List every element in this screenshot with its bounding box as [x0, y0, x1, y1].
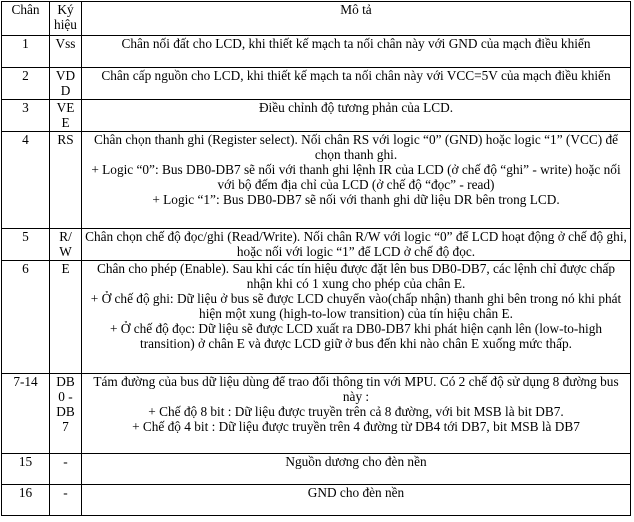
pin-symbol: VDD [50, 68, 82, 100]
description-line: + Ở chế độ đọc: Dữ liệu sẽ được LCD xuất ra DB0-DB7 khi phát hiện cạnh lên (low-to-high transition) ở chân E và được LCD giữ ở bus đến khi nào chân E xuống mức thấp. [109, 321, 602, 351]
table-row [2, 485, 631, 516]
table-row [2, 36, 631, 68]
header-row [2, 2, 631, 36]
description-line: Chân chọn thanh ghi (Register select). Nối chân RS với logic “0” (GND) hoặc logic “1” (VCC) để chọn thanh ghi. [94, 132, 618, 162]
pin-symbol: DB0 - DB7 [50, 374, 82, 454]
description-line: + Chế độ 8 bit : Dữ liệu được truyền trên cả 8 đường, với bit MSB là bit DB7. [148, 404, 564, 419]
pin-number: 5 [2, 229, 50, 261]
description-line: Tám đường của bus dữ liệu dùng để trao đổi thông tin với MPU. Có 2 chế độ sử dụng 8 đường bus này : [93, 374, 619, 404]
lcd-pin-table [1, 1, 631, 516]
description-line: Chân chọn chế độ đọc/ghi (Read/Write). Nối chân R/W với logic “0” để LCD hoạt động ở chế độ ghi, hoặc nối với logic “1” để LCD ở chế độ đọc. [85, 229, 627, 259]
table-row [2, 68, 631, 100]
pin-number: 6 [2, 261, 50, 374]
pin-number: 4 [2, 132, 50, 229]
pin-symbol: Vss [50, 36, 82, 68]
pin-number: 15 [2, 454, 50, 485]
pin-number: 16 [2, 485, 50, 516]
header-pin: Chân [2, 2, 50, 36]
description-line: + Logic “0”: Bus DB0-DB7 sẽ nối với thanh ghi lệnh IR của LCD (ở chế độ “ghi” - write) hoặc nối với bộ đếm địa chỉ của LCD (ở chế độ “đọc” - read) [91, 162, 621, 192]
table-row [2, 132, 631, 229]
header-description: Mô tả [82, 2, 631, 36]
description-line: + Chế độ 4 bit : Dữ liệu được truyền trên 4 đường từ DB4 tới DB7, bit MSB là DB7 [132, 419, 580, 434]
pin-symbol: E [50, 261, 82, 374]
description-line: Điều chỉnh độ tương phản của LCD. [258, 100, 454, 115]
description-line: Chân nối đất cho LCD, khi thiết kế mạch ta nối chân này với GND của mạch điều khiển [121, 36, 591, 51]
pin-description [82, 229, 631, 261]
pin-number: 3 [2, 100, 50, 132]
table-row [2, 374, 631, 454]
pin-number: 1 [2, 36, 50, 68]
pin-description [82, 68, 631, 100]
description-line: Nguồn dương cho đèn nền [285, 454, 427, 469]
pin-symbol: RS [50, 132, 82, 229]
description-line: + Logic “1”: Bus DB0-DB7 sẽ nối với thanh ghi dữ liệu DR bên trong LCD. [152, 192, 560, 207]
pin-symbol: VEE [50, 100, 82, 132]
pin-number: 7-14 [2, 374, 50, 454]
description-line: Chân cho phép (Enable). Sau khi các tín hiệu được đặt lên bus DB0-DB7, các lệnh chỉ được chấp nhận khi có 1 xung cho phép của chân E. [96, 261, 616, 291]
table-row [2, 454, 631, 485]
table-row [2, 100, 631, 132]
pin-description [82, 454, 631, 485]
description-line: + Ở chế độ ghi: Dữ liệu ở bus sẽ được LCD chuyển vào(chấp nhận) thanh ghi bên trong nó khi phát hiện một xung (high-to-low transition) của tín hiệu chân E. [90, 291, 622, 321]
description-line: GND cho đèn nền [307, 485, 405, 500]
table-row [2, 261, 631, 374]
header-symbol: Ký hiệu [50, 2, 82, 36]
table-row [2, 229, 631, 261]
pin-description [82, 100, 631, 132]
pin-symbol: R/W [50, 229, 82, 261]
pin-description [82, 374, 631, 454]
pin-description [82, 36, 631, 68]
pin-description [82, 132, 631, 229]
pin-symbol: - [50, 485, 82, 516]
pin-number: 2 [2, 68, 50, 100]
pin-description [82, 261, 631, 374]
description-line: Chân cấp nguồn cho LCD, khi thiết kế mạch ta nối chân này với VCC=5V của mạch điều khiển [101, 68, 611, 83]
pin-symbol: - [50, 454, 82, 485]
pin-description [82, 485, 631, 516]
